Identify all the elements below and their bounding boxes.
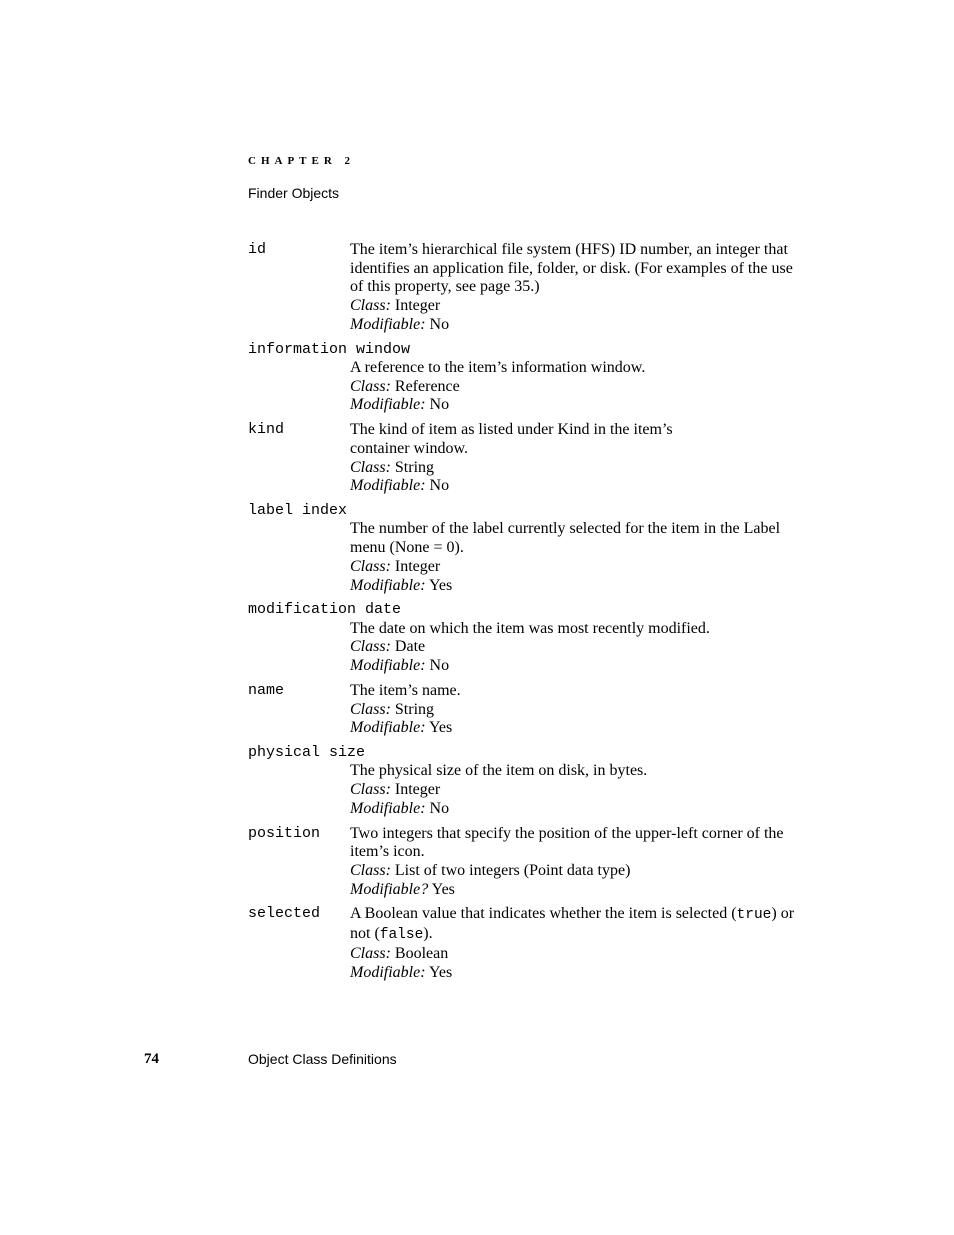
page-number: 74: [144, 1051, 159, 1067]
property-description: The date on which the item was most recently modified.: [350, 619, 710, 637]
property-description: The number of the label currently selected for the item in the Label menu (None = 0).: [350, 520, 781, 557]
property-description-line: container window.: [350, 439, 469, 457]
property-entry-id: [248, 241, 808, 335]
footer-section-title: Object Class Definitions: [248, 1051, 397, 1067]
property-class: Class: Date: [350, 638, 426, 656]
property-modifiable: Modifiable? Yes: [350, 880, 455, 898]
property-description: A reference to the item’s information window.: [350, 359, 646, 377]
property-term: id: [248, 241, 267, 258]
property-entry-selected: [248, 905, 808, 982]
property-description-line: The kind of item as listed under Kind in the item’s: [350, 421, 673, 439]
property-entry-label-index: [248, 502, 808, 595]
property-modifiable: Modifiable: Yes: [350, 719, 453, 737]
property-entry-information-window: [248, 341, 808, 416]
property-entry-modification-date: [248, 601, 808, 676]
property-term: name: [248, 681, 285, 699]
property-class: Class: Integer: [350, 781, 441, 799]
property-term: selected: [248, 905, 321, 923]
property-modifiable: Modifiable: No: [350, 657, 450, 675]
property-term: position: [248, 824, 321, 842]
property-class: Class: List of two integers (Point data type): [350, 861, 631, 879]
code-false: false: [379, 927, 424, 944]
property-modifiable: Modifiable: No: [350, 799, 450, 817]
property-description: The item’s hierarchical file system (HFS) ID number, an integer that identifies an application file, folder, or disk. (For examples of the use of this property, see page 35.): [350, 241, 793, 296]
property-modifiable: Modifiable: No: [350, 315, 450, 333]
property-list: [248, 241, 808, 988]
property-modifiable: Modifiable: Yes: [350, 576, 453, 594]
property-term: physical size: [248, 743, 366, 761]
property-class: Class: Integer: [350, 297, 441, 315]
property-term: modification date: [248, 601, 402, 619]
chapter-label: CHAPTER 2: [248, 155, 356, 167]
property-term: label index: [248, 501, 348, 519]
chapter-title: Finder Objects: [248, 185, 340, 201]
property-description: The item’s name.: [350, 681, 461, 699]
property-term: information window: [248, 340, 411, 358]
property-entry-name: [248, 682, 808, 738]
property-entry-kind: [248, 421, 808, 496]
code-true: true: [736, 907, 772, 924]
property-modifiable: Modifiable: No: [350, 477, 450, 495]
property-class: Class: Boolean: [350, 944, 449, 962]
property-term: kind: [248, 421, 285, 439]
property-class: Class: String: [350, 458, 435, 476]
property-entry-position: [248, 825, 808, 900]
property-class: Class: Integer: [350, 557, 441, 575]
property-entry-physical-size: [248, 744, 808, 819]
property-description: A Boolean value that indicates whether the item is selected (true) or not (false).: [350, 905, 795, 944]
property-modifiable: Modifiable: Yes: [350, 963, 453, 981]
property-class: Class: Reference: [350, 377, 460, 395]
property-description: The physical size of the item on disk, in bytes.: [350, 762, 648, 780]
property-modifiable: Modifiable: No: [350, 396, 450, 414]
property-description: Two integers that specify the position of the upper-left corner of the item’s icon.: [350, 824, 784, 861]
property-class: Class: String: [350, 700, 435, 718]
